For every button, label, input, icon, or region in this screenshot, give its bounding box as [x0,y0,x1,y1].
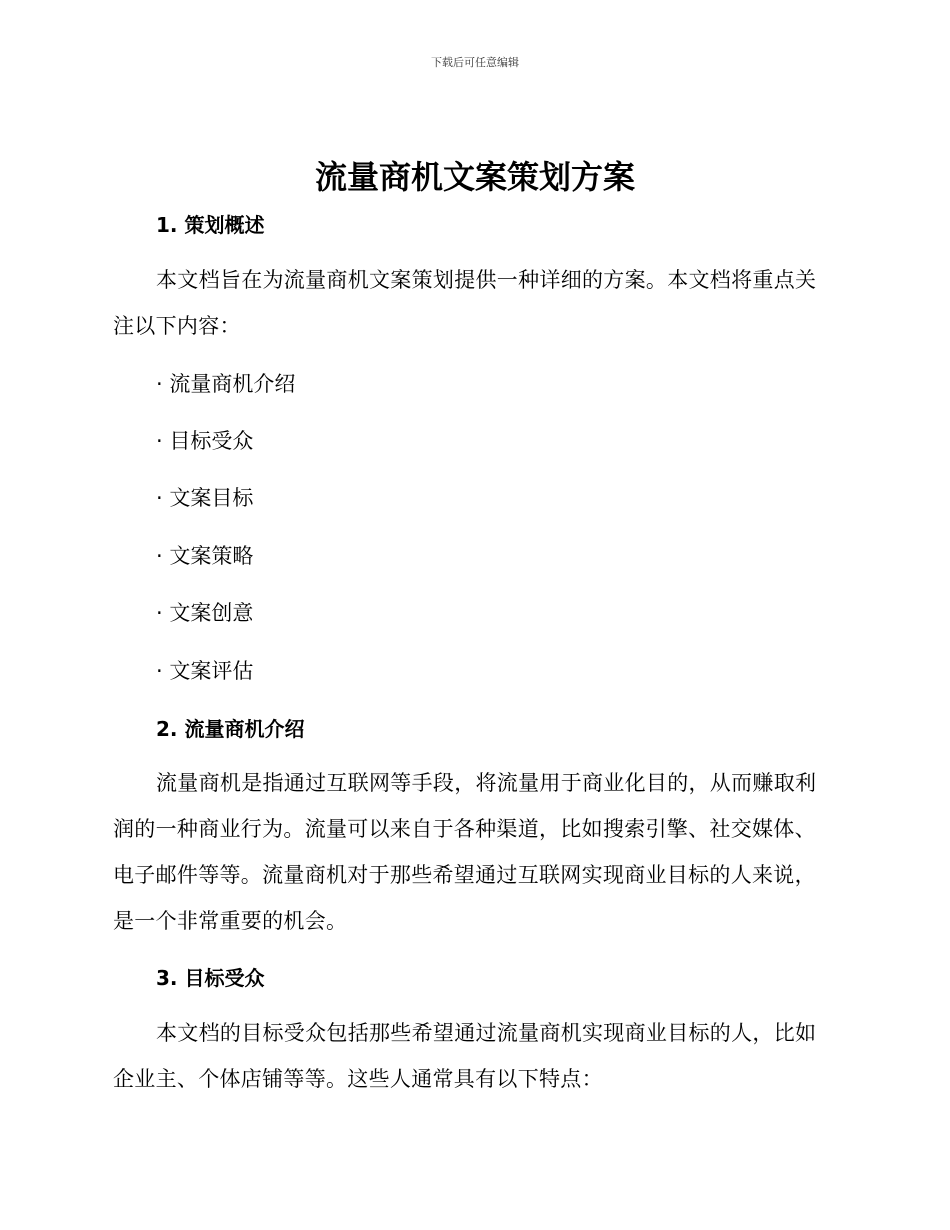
bullet-item: · 文案创意 [156,601,254,625]
bullet-item: · 文案目标 [156,486,254,510]
section-heading-overview: 1. 策划概述 [156,213,265,237]
section-paragraph-intro: 流量商机是指通过互联网等手段，将流量用于商业化目的，从而赚取利润的一种商业行为。流量可以来自于各种渠道，比如搜索引擎、社交媒体、电子邮件等等。流量商机对于那些希望通过互联网实现商业目标的人来说，是一个非常重要的机会。 [113,771,817,933]
section-heading-intro: 2. 流量商机介绍 [156,717,305,741]
document-title: 流量商机文案策划方案 [314,158,635,196]
bullet-item: · 文案策略 [156,544,254,568]
section-paragraph-overview: 本文档旨在为流量商机文案策划提供一种详细的方案。本文档将重点关注以下内容： [113,268,817,338]
bullet-item: · 文案评估 [156,659,254,683]
bullet-item: · 流量商机介绍 [156,372,296,396]
bullet-item: · 目标受众 [156,429,254,453]
page-header-note: 下载后可任意编辑 [431,56,519,69]
section-paragraph-audience: 本文档的目标受众包括那些希望通过流量商机实现商业目标的人，比如企业主、个体店铺等等。这些人通常具有以下特点： [113,1021,817,1091]
section-heading-audience: 3. 目标受众 [156,966,265,990]
